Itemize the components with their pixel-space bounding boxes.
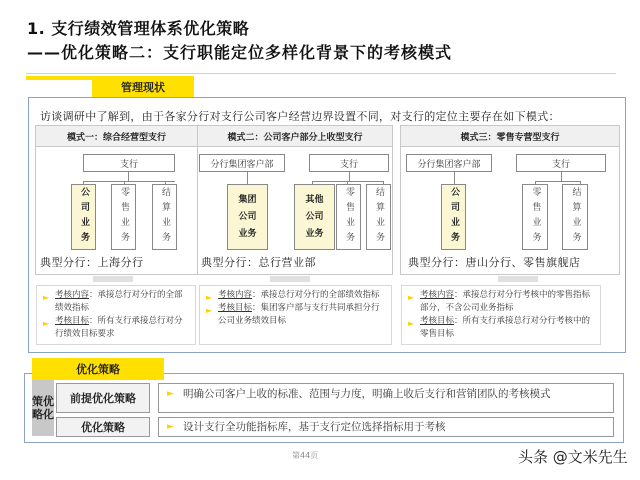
mode1-notes — [36, 285, 196, 345]
bullet-triangle-icon: ► — [43, 293, 50, 302]
bullet-triangle-icon: ► — [206, 306, 213, 315]
mode1-note-goal: ► 考核目标：所有支行承接总行对分行绩效目标要求 — [43, 316, 183, 339]
mode2-other-corp-label: 其他公司业务 — [305, 194, 324, 239]
mode1-branch-box: 支行 — [83, 154, 175, 172]
title-line2: ——优化策略二：支行职能定位多样化背景下的考核模式 — [27, 43, 453, 62]
optimization-tab: 优化策略 — [32, 358, 164, 380]
connector — [454, 172, 455, 184]
mode3-header: 模式三：零售专营型支行 — [400, 125, 620, 147]
mode2-group-corp-box — [227, 184, 268, 250]
mode2-header: 模式二：公司客户部分上收型支行 — [197, 125, 393, 147]
mode3-typical: 典型分行：唐山分行、零售旗舰店 — [408, 256, 581, 269]
mode3-retail-box: 零售业务 — [522, 184, 548, 250]
connector — [349, 172, 350, 181]
title-line1: 1. 支行绩效管理体系优化策略 — [27, 19, 250, 38]
mode3-note-content: ► 考核内容：承接总行对分行考核中的零售指标部分，不含公司业务指标 — [408, 290, 591, 313]
mode2-settlement-box: 结算业务 — [366, 184, 391, 250]
mode2-branch-box: 支行 — [309, 154, 389, 172]
mode1-corporate-box: 公司业务 — [71, 184, 96, 250]
mode3-settlement-box: 结算业务 — [562, 184, 588, 250]
strategy-row1-name: 前提优化策略 — [56, 383, 150, 413]
bullet-triangle-icon: ► — [408, 293, 415, 302]
mode1-typical: 典型分行：上海分行 — [40, 256, 144, 269]
mode3-notes — [401, 285, 601, 345]
page-number: 第44页 — [292, 451, 319, 460]
mode2-notes — [199, 285, 392, 345]
connector — [83, 181, 175, 182]
mode3-note-goal: ► 考核目标：所有支行承接总行对分行考核中的零售目标 — [408, 316, 591, 339]
mode2-down-arrow — [270, 276, 310, 282]
mode2-typical: 典型分行：总行营业部 — [201, 256, 316, 269]
bullet-triangle-icon: ► — [206, 293, 213, 302]
bullet-triangle-icon: ► — [167, 422, 174, 432]
mode1-header: 模式一：综合经营型支行 — [35, 125, 198, 147]
bullet-triangle-icon: ► — [408, 319, 415, 328]
mode1-settlement-box: 结算业务 — [152, 184, 177, 250]
mode3-down-arrow — [498, 276, 538, 282]
connector — [247, 172, 248, 184]
title-divider-thin — [26, 73, 616, 74]
mode2-other-corp-box — [294, 184, 335, 250]
connector — [128, 172, 129, 181]
mode1-note-content: ► 考核内容：承接总行对分行的全部绩效指标 — [43, 290, 183, 313]
mode3-corporate-box: 公司业务 — [441, 184, 466, 250]
mode2-note-content: ► 考核内容：承接总行对分行的全部绩效指标 — [206, 290, 380, 302]
bullet-triangle-icon: ► — [43, 319, 50, 328]
current-state-tab: 管理现状 — [92, 76, 194, 97]
strategy-row2-desc: ► 设计支行全功能指标库，基于支行定位选择指标用于考核 — [158, 417, 614, 437]
mode2-group-dept-box: 分行集团客户部 — [199, 154, 285, 172]
intro-text: 访谈调研中了解到，由于各家分行对支行公司客户经营边界设置不同，对支行的定位主要存在如下模式： — [40, 110, 560, 123]
connector — [535, 181, 580, 182]
mode1-retail-box: 零售业务 — [111, 184, 136, 250]
strategy-side-label: 策优略化 — [32, 380, 54, 436]
mode2-note-goal: ► 考核目标：集团客户部与支行共同承担分行公司业务绩效目标 — [206, 303, 380, 326]
mode1-down-arrow — [93, 276, 133, 282]
watermark: 头条 @文米先生 — [518, 448, 628, 466]
connector — [312, 181, 384, 182]
strategy-row2-name: 优化策略 — [56, 417, 150, 437]
bullet-triangle-icon: ► — [167, 389, 174, 399]
strategy-row1-desc: ► 明确公司客户上收的标准、范围与力度，明确上收后支行和营销团队的考核模式 — [158, 383, 614, 413]
mode3-branch-box: 支行 — [516, 154, 606, 172]
connector — [561, 172, 562, 181]
mode3-group-dept-box: 分行集团客户部 — [406, 154, 492, 172]
mode2-retail-box: 零售业务 — [336, 184, 361, 250]
mode2-group-corp-label: 集团公司业务 — [238, 194, 257, 239]
